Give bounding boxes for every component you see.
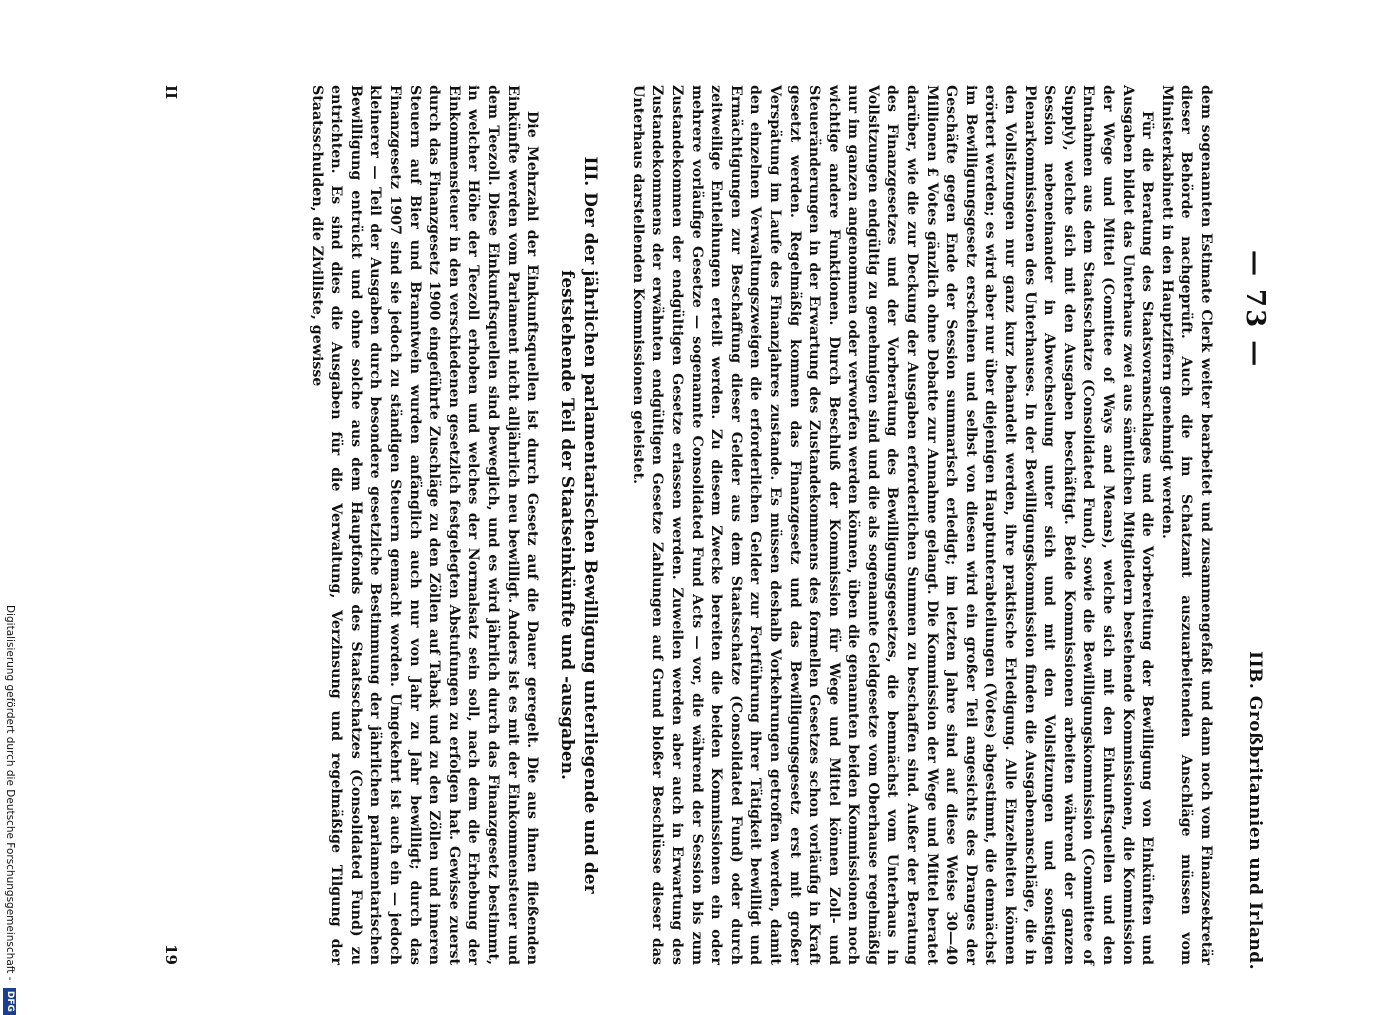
page-number: — 73 — — [1240, 250, 1270, 369]
digitization-credit — [0, 0, 20, 1012]
signature-mark-left: II — [162, 85, 180, 100]
dfg-logo: DFG — [4, 988, 17, 1015]
page-header — [1235, 90, 1275, 970]
paragraph-continuation: dem sogenannten Estimate Clerk weiter bearbeitet und zusammengefaßt und dann noch vom Finanzsekretär dieser Behörde nachgeprüft. Auch die im Schatzamt auszuarbeitenden Anschläge müssen vom Ministerkabinett in den Hauptziffern genehmigt werden. — [1158, 85, 1214, 965]
paragraph-revenue-sources: Die Mehrzahl der Einkunftsquellen ist durch Gesetz auf die Dauer geregelt. Die aus ihnen fließenden Einkünfte werden vom Parlament nicht alljährlich neu bewilligt. Anders ist es mit der Einkommensteuer und dem Teezoll. Diese Einkunftsquellen sind beweglich, und es wird jährlich durch das Finanzgesetz bestimmt, in welcher Höhe der Teezoll erhoben und welches der Normalsatz sein soll, nach dem die Erhebung der Einkommensteuer in den verschiedenen gesetzlich festgelegten Abstufungen zu erfolgen hat. Gewisse zuerst durch das Finanzgesetz 1900 eingeführte Zuschläge zu den Zöllen auf Tabak und zu den Zöllen und inneren Steuern auf Bier und Branntwein wurden anfänglich auch nur von Jahr zu Jahr bewilligt; durch das Finanzgesetz 1907 sind sie jedoch zu ständigen Steuern gemacht worden. Umgekehrt ist auch ein — jedoch kleinerer — Teil der Ausgaben durch besondere gesetzliche Bestimmung der jährlichen parlamentarischen Bewilligung entrückt und ohne solche aus dem Hauptfonds des Staatsschatzes (Consolidated Fund) zu entrichten. Es sind dies die Ausgaben für die Verwaltung, Verzinsung und regelmäßige Tilgung der Staatsschulden, die Zivilliste, gewisse — [308, 85, 541, 965]
scanned-page-area — [145, 0, 1275, 1000]
section-heading: III. Der der jährlichen parlamentarischen Bewilligung unterliegende und der feststehende Teil der Staatseinkünfte und -ausgaben. — [557, 156, 601, 894]
book-page — [145, 0, 1275, 1000]
running-title: IIB. Großbritannien und Irland. — [1245, 651, 1265, 970]
page-body — [306, 85, 1215, 965]
paragraph-budget-deliberation: Für die Beratung des Staatsvoranschlages und die Vorbereitung der Bewilligung von Einkünften und Ausgaben bildet das Unterhaus zwei aus sämtlichen Mitgliedern bestehende Kommissionen, die Kommission der Wege und Mittel (Comittee of Ways and Means), welche sich mit den Einkunftsquellen und den Entnahmen aus dem Staatsschatze (Consolidated Fund), sowie die Bewilligungskommission (Committee of Supply), welche sich mit den Ausgaben beschäftigt. Beide Kommissionen arbeiten während der ganzen Session nebeneinander in Abwechselung unter sich und mit den Vollsitzungen und sonstigen Plenarkommissionen des Unterhauses. In der Bewilligungskommission finden die Ausgabenanschläge, die in den Vollsitzungen nur ganz kurz behandelt werden, ihre praktische Erledigung. Alle Einzelheiten können erörtert werden; es wird aber nur über diejenigen Hauptunterabteilungen (Votes) abgestimmt, die demnächst im Bewilligungsgesetz erscheinen und selbst von diesen wird ein großer Teil angesichts des Dranges der Geschäfte gegen Ende der Session summarisch erledigt; im letzten Jahre sind auf diese Weise 30—40 Millionen £ Votes gänzlich ohne Debatte zur Annahme gelangt. Die Kommission der Wege und Mittel beratet darüber, wie die zur Deckung der Ausgaben erforderlichen Summen zu beschaffen sind. Außer der Beratung des Finanzgesetzes und der Vorberatung des Bewilligungsgesetzes, die bemnächst vom Unterhaus in Vollsitzungen endgültig zu genehmigen sind und die als sogenannte Geldgesetze vom Oberhause regelmäßig nur im ganzen angenommen oder verworfen werden können, üben die genannten beiden Kommissionen noch wichtige andere Funktionen. Durch Beschluß der Kommission für Wege und Mittel können Zoll- und Steueränderungen in der Erwartung des Zustandekommens des formellen Gesetzes schon vorläufig in Kraft gesetzt werden. Regelmäßig kommen das Finanzgesetz und das Bewilligungsgesetz erst mit großer Verspätung im Laufe des Finanzjahres zustande. Es müssen deshalb Vorkehrungen getroffen werden, damit den einzelnen Verwaltungszweigen die erforderlichen Gelder zur Fortführung ihrer Tätigkeit bewilligt und Ermächtigungen zur Beschaffung dieser Gelder aus dem Staatsschatze (Consolidated Fund) oder durch zeitweilige Entleihungen erteilt werden. Zu diesem Zwecke bereiten die beiden Kommissionen ein oder mehrere vorläufige Gesetze — sogenannte Consolidated Fund Acts — vor, die während der Session bis zum Zustandekommen der endgültigen Gesetze erlassen werden. Zuweilen werden aber auch in Erwartung des Zustandekommens der erwähnten endgültigen Gesetze Zahlungen auf Grund bloßer Beschlüsse dieser das Unterhaus darstellenden Kommissionen geleistet. — [629, 85, 1156, 965]
digitization-credit-text: Digitalisierung gefördert durch die Deutsche Forschungsgemeinschaft - — [4, 605, 16, 981]
signature-mark-right: 19 — [162, 944, 180, 965]
